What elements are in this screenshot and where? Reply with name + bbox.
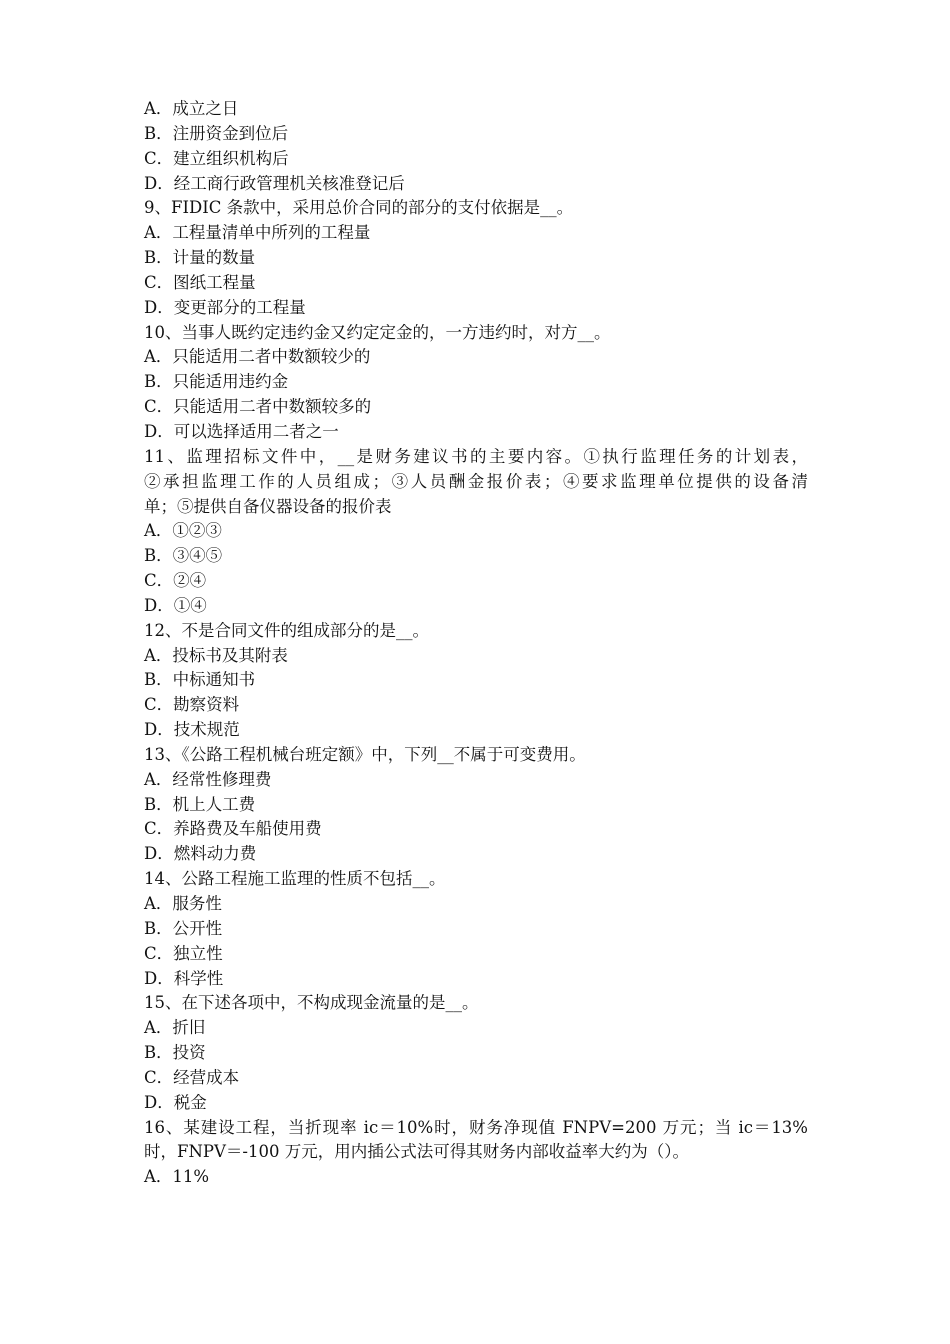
question-15: 15、在下述各项中，不构成现金流量的是__。 [144, 993, 479, 1013]
option-9c: C．图纸工程量 [144, 272, 256, 292]
question-11-line-2: ②承担监理工作的人员组成；③人员酬金报价表；④要求监理单位提供的设备清 [144, 471, 808, 491]
option-13d: D．燃料动力费 [144, 844, 257, 864]
question-11-line-3: 单；⑤提供自备仪器设备的报价表 [144, 496, 392, 516]
option-13b: B．机上人工费 [144, 794, 256, 814]
option-8a: A．成立之日 [144, 99, 239, 118]
option-9a: A．工程量清单中所列的工程量 [144, 223, 371, 243]
option-11b: B．③④⑤ [144, 546, 223, 566]
question-16-line-1: 16、某建设工程，当折现率 ic＝10%时，财务净现值 FNPV=200 万元；当 ic＝13% [144, 1117, 808, 1137]
option-10c: C．只能适用二者中数额较多的 [144, 397, 372, 417]
option-10a: A．只能适用二者中数额较少的 [144, 347, 371, 367]
option-16a: A．11% [144, 1167, 210, 1187]
question-12: 12、不是合同文件的组成部分的是__。 [144, 620, 429, 640]
option-8b: B．注册资金到位后 [144, 123, 289, 143]
option-10b: B．只能适用违约金 [144, 372, 289, 392]
option-12c: C．勘察资料 [144, 695, 240, 715]
question-13: 13、《公路工程机械台班定额》中，下列__不属于可变费用。 [144, 744, 586, 764]
option-9b: B．计量的数量 [144, 248, 256, 268]
option-14b: B．公开性 [144, 918, 223, 938]
option-14c: C．独立性 [144, 943, 223, 963]
option-15a: A．折旧 [144, 1018, 206, 1038]
question-16-line-2: 时，FNPV＝-100 万元，用内插公式法可得其财务内部收益率大约为（）。 [144, 1142, 689, 1162]
option-15b: B．投资 [144, 1043, 206, 1063]
question-10: 10、当事人既约定违约金又约定定金的，一方违约时，对方__。 [144, 322, 611, 342]
option-15c: C．经营成本 [144, 1067, 240, 1087]
option-14a: A．服务性 [144, 894, 222, 913]
question-11-line-1: 11、监理招标文件中，__是财务建议书的主要内容。①执行监理任务的计划表， [144, 446, 808, 466]
option-8d: D．经工商行政管理机关核准登记后 [144, 173, 405, 193]
option-11d: D．①④ [144, 595, 207, 615]
option-12d: D．技术规范 [144, 720, 240, 740]
option-15d: D．税金 [144, 1092, 207, 1112]
option-14d: D．科学性 [144, 968, 224, 988]
option-10d: D．可以选择适用二者之一 [144, 421, 339, 441]
document-page [144, 97, 808, 1190]
question-14: 14、公路工程施工监理的性质不包括__。 [144, 869, 446, 889]
option-11c: C．②④ [144, 571, 207, 591]
option-12b: B．中标通知书 [144, 670, 256, 690]
option-12a: A．投标书及其附表 [144, 645, 288, 665]
option-13a: A．经常性修理费 [144, 769, 272, 789]
option-11a: A．①②③ [144, 521, 222, 541]
option-13c: C．养路费及车船使用费 [144, 819, 322, 839]
option-9d: D．变更部分的工程量 [144, 297, 306, 317]
question-9: 9、FIDIC 条款中，采用总价合同的部分的支付依据是__。 [144, 198, 574, 218]
option-8c: C．建立组织机构后 [144, 148, 289, 168]
